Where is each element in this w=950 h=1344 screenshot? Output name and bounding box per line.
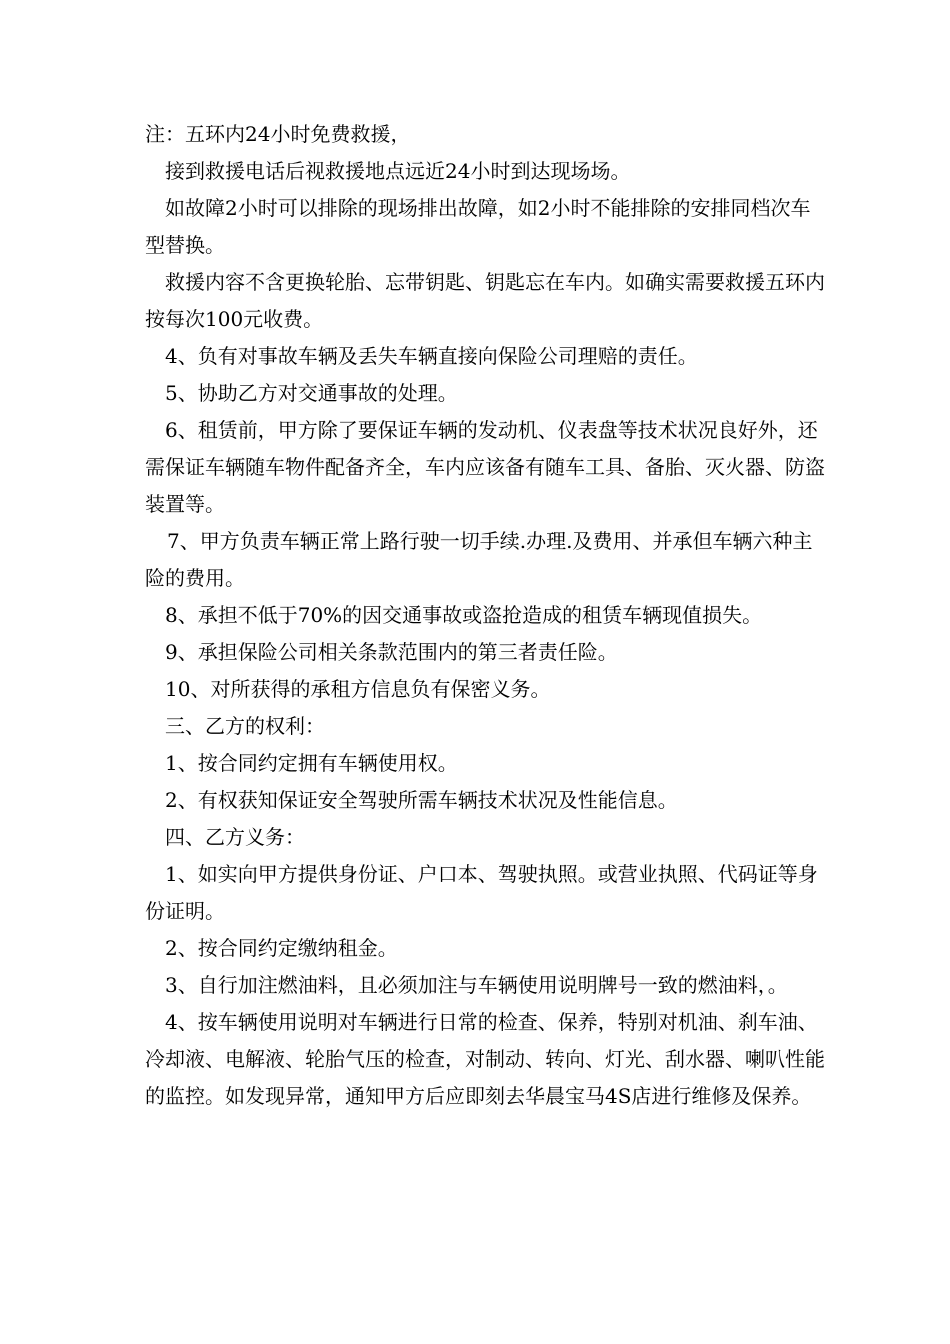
obligation-item-4: 4、按车辆使用说明对车辆进行日常的检查、保养，特别对机油、刹车油、冷却液、电解液、轮胎气压的检查，对制动、转向、灯光、刮水器、喇叭性能的监控。如发现异常，通知甲方后应即刻去华晨宝马4S店进行维修及保养。 (145, 1010, 825, 1108)
obligation-item-2: 2、按合同约定缴纳租金。 (165, 936, 398, 960)
section-heading-party-b-rights: 三、乙方的权利： (165, 714, 325, 738)
obligation-item-3: 3、自行加注燃油料，且必须加注与车辆使用说明牌号一致的燃油料，。 (165, 973, 788, 997)
obligation-item-1: 1、如实向甲方提供身份证、户口本、驾驶执照。或营业执照、代码证等身份证明。 (145, 862, 818, 923)
section-heading-party-b-obligations: 四、乙方义务： (165, 825, 305, 849)
clause-9-paragraph: 9、承担保险公司相关条款范围内的第三者责任险。 (165, 640, 618, 664)
rights-item-2: 2、有权获知保证安全驾驶所需车辆技术状况及性能信息。 (165, 788, 678, 812)
note-paragraph: 注：五环内24小时免费救援， (145, 122, 411, 146)
clause-8-paragraph: 8、承担不低于70%的因交通事故或盗抢造成的租赁车辆现值损失。 (165, 603, 763, 627)
note-exclusion-paragraph: 救援内容不含更换轮胎、忘带钥匙、钥匙忘在车内。如确实需要救援五环内按每次100元收费。 (145, 270, 825, 331)
clause-7-paragraph: 7、甲方负责车辆正常上路行驶一切手续.办理.及费用、并承但车辆六种主险的费用。 (145, 529, 813, 590)
rights-item-1: 1、按合同约定拥有车辆使用权。 (165, 751, 458, 775)
clause-6-paragraph: 6、租赁前，甲方除了要保证车辆的发动机、仪表盘等技术状况良好外，还需保证车辆随车物件配备齐全，车内应该备有随车工具、备胎、灭火器、防盗装置等。 (145, 418, 825, 516)
document-page (145, 116, 825, 1115)
note-arrival-paragraph: 接到救援电话后视救援地点远近24小时到达现场场。 (165, 159, 631, 183)
clause-5-paragraph: 5、协助乙方对交通事故的处理。 (165, 381, 458, 405)
clause-10-paragraph: 10、对所获得的承租方信息负有保密义务。 (165, 677, 551, 701)
note-fault-paragraph: 如故障2小时可以排除的现场排出故障，如2小时不能排除的安排同档次车型替换。 (145, 196, 811, 257)
clause-4-paragraph: 4、负有对事故车辆及丢失车辆直接向保险公司理赔的责任。 (165, 344, 698, 368)
